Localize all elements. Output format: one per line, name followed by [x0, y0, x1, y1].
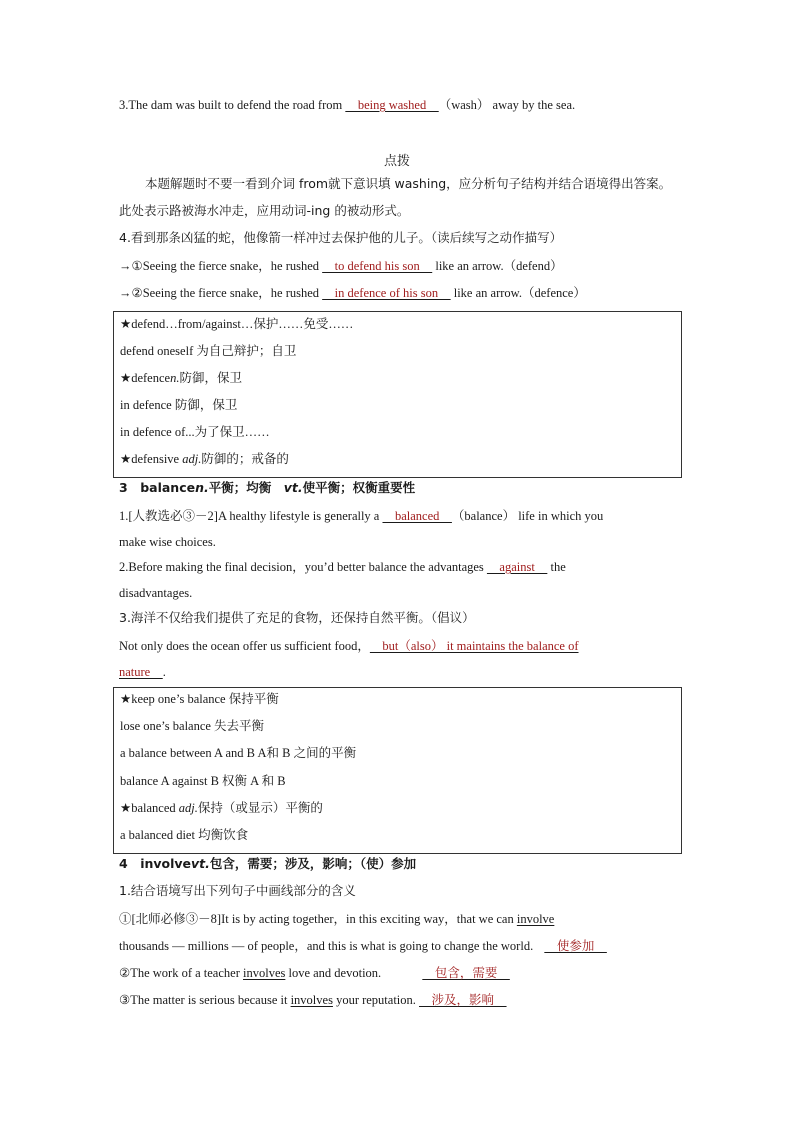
- question-3-line: [119, 97, 575, 113]
- sec4-item-1-cont: [119, 938, 607, 954]
- sec3-s1-blank: balanced: [382, 509, 452, 523]
- sec4-i1-before: ①[北师必修③－8]It is by acting together，in this exciting way，that we can: [119, 912, 517, 926]
- sec4-i3-underlined: involves: [290, 993, 333, 1007]
- q4-answer-2-line: [119, 285, 586, 301]
- sec4-word: 4 involve: [119, 856, 192, 871]
- q3-text-before: 3.The dam was built to defend the road from: [119, 98, 346, 112]
- box2-row-4: balance A against B 权衡 A 和 B: [120, 774, 286, 788]
- balance-notes-box: [113, 687, 682, 854]
- q4-a1-before: →①Seeing the fierce snake，he rushed: [119, 259, 323, 273]
- sec3-s3-period: .: [162, 665, 166, 679]
- q4-a2-before: →②Seeing the fierce snake，he rushed: [119, 286, 323, 300]
- tip-body: 本题解题时不要一看到介词 from就下意识填 washing，应分析句子结构并结合语境得出答案。此处表示路被海水冲走，应用动词-ing 的被动形式。: [119, 176, 672, 218]
- box1-row-3-word: ★defence: [120, 371, 171, 385]
- sec3-meaning-n: 平衡；均衡: [208, 480, 284, 495]
- sec3-s1-before: 1.[人教选必③－2]A healthy lifestyle is generally a: [119, 509, 383, 523]
- sec3-meaning-vt: 使平衡；权衡重要性: [302, 480, 416, 495]
- box1-row-3: [120, 370, 242, 386]
- sec4-i3-after: your reputation.: [332, 993, 416, 1007]
- box2-row-6: a balanced diet 均衡饮食: [120, 828, 249, 842]
- section-3-heading: [119, 480, 415, 496]
- sec4-i2-after: love and devotion.: [285, 966, 382, 980]
- sec4-i1-answer: 使参加: [544, 939, 607, 953]
- sec3-sentence-2: [119, 559, 566, 575]
- tip-title: 点拨: [383, 154, 410, 169]
- q4-a2-blank: in defence of his son: [322, 286, 451, 300]
- sec4-item-2: [119, 965, 510, 981]
- q3-text-after: （wash） away by the sea.: [438, 98, 576, 112]
- sec4-task: 1.结合语境写出下列句子中画线部分的含义: [119, 883, 356, 898]
- box1-row-2: defend oneself 为自己辩护；自卫: [120, 344, 297, 358]
- sec3-s3-blank: but（also） it maintains the balance of: [369, 639, 579, 653]
- box1-row-3-meaning: 防御，保卫: [179, 371, 242, 385]
- sec3-sentence-1-cont: make wise choices.: [119, 535, 216, 549]
- q4-answer-1-line: [119, 258, 563, 274]
- box1-row-6: [120, 451, 289, 467]
- sec3-pos-n: n.: [195, 480, 209, 495]
- box1-row-6-word: ★defensive: [120, 452, 183, 466]
- box1-row-4: in defence 防御，保卫: [120, 398, 238, 412]
- sec3-s2-blank: against: [486, 560, 548, 574]
- defend-notes-box: [113, 311, 682, 478]
- sec3-word: 3 balance: [119, 480, 196, 495]
- q3-answer-blank: being washed: [345, 98, 439, 112]
- box1-row-6-pos: adj.: [182, 452, 202, 466]
- section-4-heading: [119, 856, 416, 872]
- sec4-i3-answer: 涉及，影响: [419, 993, 507, 1007]
- q4-a1-after: like an arrow.（defend）: [432, 259, 563, 273]
- sec3-pos-vt: vt.: [283, 480, 303, 495]
- sec4-i2-answer: 包含，需要: [422, 966, 510, 980]
- box1-row-6-meaning: 防御的；戒备的: [201, 452, 289, 466]
- sec3-s3-blank-cont: nature: [119, 665, 163, 679]
- sec4-i3-before: ③The matter is serious because it: [119, 993, 291, 1007]
- box2-row-1: ★keep one’s balance 保持平衡: [120, 692, 279, 706]
- box2-row-5-pos: adj.: [178, 801, 198, 815]
- sec4-i2-before: ②The work of a teacher: [119, 966, 243, 980]
- sec4-i1-underlined: involve: [516, 912, 555, 926]
- sec3-s2-before: 2.Before making the final decision，you’d better balance the advantages: [119, 560, 487, 574]
- sec4-meaning: 包含，需要；涉及，影响；（使）参加: [209, 856, 417, 871]
- sec3-s1-after: （balance） life in which you: [451, 509, 604, 523]
- q4-a1-blank: to defend his son: [322, 259, 433, 273]
- question-4-prompt: 4.看到那条凶猛的蛇，他像箭一样冲过去保护他的儿子。（读后续写之动作描写）: [119, 230, 563, 245]
- sec3-sentence-3-prompt: 3.海洋不仅给我们提供了充足的食物，还保持自然平衡。（倡议）: [119, 610, 475, 625]
- sec3-sentence-3-cont: [119, 664, 166, 680]
- box2-row-5: [120, 800, 323, 816]
- sec4-pos: vt.: [191, 856, 210, 871]
- box1-row-3-pos: n.: [170, 371, 180, 385]
- box2-row-5-meaning: 保持（或显示）平衡的: [197, 801, 323, 815]
- sec4-item-3: [119, 992, 507, 1008]
- box2-row-3: a balance between A and B A和 B 之间的平衡: [120, 746, 357, 760]
- box1-row-5: in defence of...为了保卫……: [120, 425, 270, 439]
- sec3-sentence-1: [119, 508, 603, 524]
- box2-row-5-word: ★balanced: [120, 801, 179, 815]
- q4-a2-after: like an arrow.（defence）: [450, 286, 586, 300]
- box1-row-1: ★defend…from/against…保护……免受……: [120, 317, 354, 331]
- sec4-i2-underlined: involves: [243, 966, 286, 980]
- sec3-s3-before: Not only does the ocean offer us sufficient food，: [119, 639, 370, 653]
- sec4-i1-cont-text: thousands — millions — of people，and this is what is going to change the world.: [119, 939, 534, 953]
- sec3-sentence-2-cont: disadvantages.: [119, 586, 193, 600]
- sec3-s2-after: the: [547, 560, 566, 574]
- sec4-item-1: [119, 911, 554, 927]
- sec3-sentence-3: [119, 638, 579, 654]
- box2-row-2: lose one’s balance 失去平衡: [120, 719, 265, 733]
